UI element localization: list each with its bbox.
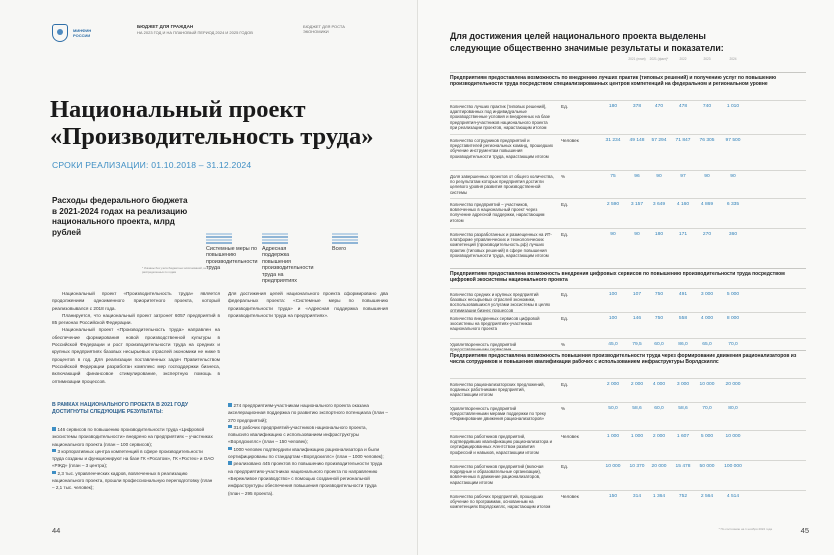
indicator-value: 1 000 bbox=[630, 434, 644, 439]
indicator-row bbox=[450, 288, 806, 312]
indicator-value: 470 bbox=[654, 104, 664, 109]
indicator-unit: Ед. bbox=[561, 382, 569, 387]
results-item-text: 146 сервисов по повышению производительности труда «Цифровой экосистемы производительности» внедрено на предприятиях – участниках национального проекта (план – 100 сервисов); bbox=[52, 427, 213, 447]
year-label: 2021 (план) bbox=[628, 57, 646, 61]
indicator-name: Количество внедренных сервисов цифровой экосистемы на предприятиях-участниках национального проекта bbox=[450, 316, 540, 332]
indicator-value: 97 500 bbox=[725, 138, 741, 143]
indicator-value: 20 000 bbox=[651, 464, 667, 469]
indicator-value: 50,0 bbox=[608, 406, 618, 411]
expenses-bar bbox=[332, 239, 358, 241]
results-item-text: реализовано 445 проектов по повышению производительности труда на предприятиях-участниках национального проекта по направлению «Бережливое производство» с помощью созданной региональной инфраструктуры обеспечения повышения производительности труда (план – 295 проекта). bbox=[228, 461, 383, 496]
indicator-name: Доля завершенных проектов от общего количества, по результатам которых предприятия достигли целевого уровня развития производственной системы bbox=[450, 174, 554, 195]
indicator-unit: Человек bbox=[561, 434, 579, 439]
expenses-bar bbox=[262, 242, 288, 244]
expenses-bar bbox=[262, 233, 288, 235]
indicator-value: 270 bbox=[702, 232, 712, 237]
indicator-value: 5 000 bbox=[726, 292, 740, 297]
results-item-text: 2,3 тыс. управленческих кадров, вовлеченных в реализацию национального проекта, прошли профессиональную переподготовку (план – 2,1 тыс. человек); bbox=[52, 470, 213, 491]
indicator-value: 180 bbox=[654, 232, 664, 237]
page-title: Национальный проект «Производительность труда» bbox=[50, 96, 374, 150]
indicator-value: 58,6 bbox=[678, 406, 688, 411]
project-period: СРОКИ РЕАЛИЗАЦИИ: 01.10.2018 – 31.12.2024 bbox=[52, 160, 252, 170]
indicator-value: 4 160 bbox=[676, 202, 690, 207]
indicator-value: 2 000 bbox=[606, 382, 620, 387]
indicator-value: 314 bbox=[632, 494, 642, 499]
indicator-value: 3 649 bbox=[652, 202, 666, 207]
header-title-line1: БЮДЖЕТ ДЛЯ ГРАЖДАН bbox=[137, 24, 194, 29]
expenses-bar bbox=[262, 236, 288, 238]
indicator-name: Удовлетворенность предприятий предоставленными сервисами bbox=[450, 342, 517, 353]
indicator-value: 20 000 bbox=[725, 382, 741, 387]
indicator-value: 107 bbox=[632, 292, 642, 297]
results-item bbox=[228, 460, 388, 496]
indicator-value: 80,0 bbox=[728, 406, 738, 411]
indicator-unit: Ед. bbox=[561, 464, 569, 469]
indicator-value: 3 157 bbox=[630, 202, 644, 207]
expenses-column-label: Адресная поддержка повышения производительности труда на предприятиях bbox=[262, 246, 314, 285]
bullet-icon bbox=[228, 403, 232, 407]
indicator-value: 90 bbox=[610, 232, 616, 237]
indicator-value: 478 bbox=[678, 104, 688, 109]
indicator-name: Количество работников предприятий (включая подрядные и образовательные организации), вовлеченных в движение рационализаторов, нарастающим итогом bbox=[450, 464, 544, 485]
indicator-value: 15 478 bbox=[675, 464, 691, 469]
results-list-left bbox=[52, 426, 214, 492]
indicator-unit: Ед. bbox=[561, 292, 569, 297]
year-label: 2024 bbox=[729, 57, 737, 61]
indicator-value: 4 514 bbox=[726, 494, 740, 499]
expenses-bar-stack bbox=[332, 206, 384, 244]
indicator-value: 360 bbox=[728, 232, 738, 237]
indicator-value: 146 bbox=[632, 316, 642, 321]
paragraph: Национальный проект «Производительность труда» направлен на обеспечение формирования новой производственной культуры в Российской Федерации и рост производительности труда на средних и крупных предприятиях базовых несырьевых отраслей экономики не ниже 5 процентов в год. Для реализации поставленных задач Правительством Российской Федерации разработан комплекс мер господдержки бизнеса, включающий финансовое стимулирование, экспертную помощь в оптимизации процессов. bbox=[52, 327, 220, 384]
expenses-bar bbox=[262, 239, 288, 241]
indicator-unit: Ед. bbox=[561, 232, 569, 237]
paragraph: Планируется, что национальный проект затронет 6057 предприятий в 85 регионах Российской Федерации. bbox=[52, 312, 220, 326]
indicator-value: 100 000 bbox=[724, 464, 742, 469]
indicator-value: 378 bbox=[632, 104, 642, 109]
indicator-unit: % bbox=[561, 342, 566, 347]
indicator-value: 1 607 bbox=[676, 434, 690, 439]
section-title: Предприятиям предоставлена возможность повышения производительности труда через формирование движения рационализаторов из числа сотрудников и повышения квалификации рабочих с использованием инфраструктуры Ворлдскиллс bbox=[450, 350, 806, 365]
indicator-value: 58,6 bbox=[632, 406, 642, 411]
indicator-value: 8 000 bbox=[726, 316, 740, 321]
indicator-name: Количество работников предприятий, подтвердивших квалификацию рационализатора и сертифицированных Агентством развития профессий и навыков, нарастающим итогом bbox=[450, 434, 553, 455]
indicator-value: 70,0 bbox=[702, 406, 712, 411]
indicator-value: 150 bbox=[608, 494, 618, 499]
page-number-left: 44 bbox=[52, 526, 61, 535]
indicator-row bbox=[450, 100, 806, 134]
bullet-icon bbox=[228, 425, 232, 429]
expenses-bar bbox=[206, 239, 232, 241]
indicator-value: 90 bbox=[634, 232, 640, 237]
indicator-value: 10 000 bbox=[699, 382, 715, 387]
indicator-row bbox=[450, 460, 806, 490]
indicator-row bbox=[450, 402, 806, 430]
indicator-row bbox=[450, 228, 806, 272]
indicator-value: 1 364 bbox=[652, 494, 666, 499]
indicator-value: 4 869 bbox=[700, 202, 714, 207]
indicator-value: 31 234 bbox=[605, 138, 621, 143]
section-title: Предприятиям предоставлена возможность по внедрению лучших практик (типовых решений) и получению услуг по повышению производительности труда посредством специализированных центров компетенций на федеральном и региональном уровне bbox=[450, 72, 806, 87]
indicator-value: 2 564 bbox=[700, 494, 714, 499]
indicator-value: 97 bbox=[680, 174, 686, 179]
indicator-value: 96 bbox=[634, 174, 640, 179]
footnote: * По состоянию на 1 ноября 2022 года bbox=[718, 527, 772, 531]
body-text-right bbox=[228, 290, 388, 319]
expenses-bar bbox=[206, 242, 232, 244]
bullet-icon bbox=[52, 449, 56, 453]
indicator-value: 90 bbox=[730, 174, 736, 179]
expenses-column-label: Всего bbox=[332, 246, 347, 252]
header-section: БЮДЖЕТ ДЛЯ РОСТА ЭКОНОМИКИ bbox=[303, 24, 345, 34]
header-title bbox=[137, 24, 287, 35]
indicator-unit: Человек bbox=[561, 138, 579, 143]
expenses-note: * Указаны без учета бюджетных ассигнований, не распределенных по годам bbox=[142, 266, 207, 274]
paragraph: Для достижения целей национального проекта сформировано два федеральных проекта: «Системные меры по повышению производительности труда» и «Адресная поддержка повышения производительности труда на предприятиях». bbox=[228, 291, 388, 318]
page-number-right: 45 bbox=[800, 526, 809, 535]
indicator-value: 49 148 bbox=[629, 138, 645, 143]
bullet-icon bbox=[52, 471, 56, 475]
expenses-bar bbox=[206, 236, 232, 238]
indicator-value: 6 335 bbox=[726, 202, 740, 207]
indicator-row bbox=[450, 378, 806, 402]
indicator-value: 76 305 bbox=[699, 138, 715, 143]
indicator-row bbox=[450, 430, 806, 460]
indicator-value: 50 000 bbox=[699, 464, 715, 469]
results-item bbox=[52, 426, 214, 448]
results-item bbox=[52, 448, 214, 470]
results-title: В РАМКАХ НАЦИОНАЛЬНОГО ПРОЕКТА В 2021 ГОДУ ДОСТИГНУТЫ СЛЕДУЮЩИЕ РЕЗУЛЬТАТЫ: bbox=[52, 402, 189, 415]
indicator-unit: % bbox=[561, 174, 566, 179]
indicator-row bbox=[450, 490, 806, 520]
indicator-name: Количество рационализаторских предложений, поданных работниками предприятий, нарастающим итогом bbox=[450, 382, 545, 398]
indicator-value: 100 bbox=[608, 316, 618, 321]
indicator-value: 171 bbox=[678, 232, 688, 237]
indicator-name: Количество предприятий – участников, вовлеченных в национальный проект через получение адресной поддержки, нарастающим итогом bbox=[450, 202, 545, 223]
indicator-row bbox=[450, 170, 806, 198]
indicator-value: 10 370 bbox=[629, 464, 645, 469]
indicator-row bbox=[450, 312, 806, 338]
bullet-icon bbox=[52, 427, 56, 431]
indicator-value: 100 bbox=[608, 292, 618, 297]
results-item bbox=[228, 402, 388, 424]
indicator-value: 60,0 bbox=[654, 342, 664, 347]
year-label: 2023 bbox=[703, 57, 711, 61]
indicator-value: 180 bbox=[608, 104, 618, 109]
indicator-value: 79,5 bbox=[632, 342, 642, 347]
results-list-right bbox=[228, 402, 388, 497]
indicator-value: 2 000 bbox=[630, 382, 644, 387]
indicator-unit: Ед. bbox=[561, 316, 569, 321]
bullet-icon bbox=[228, 447, 232, 451]
indicator-name: Количество лучших практик (типовых решений), адаптированных под индивидуальные производственные условия и внедренных на базе предприятия-участников национального проекта при реализации проектов, нарастающим итогом bbox=[450, 104, 551, 130]
indicators-title: Для достижения целей национального проекта выделены следующие общественно значимые результаты и показатели: bbox=[450, 31, 724, 53]
bullet-icon bbox=[228, 461, 232, 465]
indicator-value: 10 000 bbox=[725, 434, 741, 439]
indicator-name: Количество сотрудников предприятий и представителей региональных команд, прошедших обучение инструментам повышения производительности труда, нарастающим итогом bbox=[450, 138, 554, 159]
expenses-column-label: Системные меры по повышению производительности труда bbox=[206, 246, 258, 272]
indicator-value: 3 000 bbox=[700, 292, 714, 297]
indicator-value: 60,0 bbox=[654, 406, 664, 411]
indicator-value: 5 000 bbox=[700, 434, 714, 439]
indicator-value: 750 bbox=[654, 316, 664, 321]
expenses-bar-stack bbox=[206, 206, 258, 244]
indicator-value: 90 bbox=[656, 174, 662, 179]
indicator-value: 4 000 bbox=[700, 316, 714, 321]
indicator-value: 558 bbox=[678, 316, 688, 321]
indicator-unit: % bbox=[561, 406, 566, 411]
indicator-value: 1 010 bbox=[726, 104, 740, 109]
indicator-name: Удовлетворенность предприятий предоставленными мерами поддержки по треку «Формирование движения рационализаторов» bbox=[450, 406, 546, 422]
year-label: 2022 bbox=[679, 57, 687, 61]
results-item-text: 1000 человек подтвердили квалификацию рационализатора и были сертифицированы по стандартам «Ворлдскиллс» (план – 1000 человек); bbox=[228, 446, 384, 460]
expenses-column bbox=[206, 206, 258, 272]
expenses-column bbox=[332, 206, 384, 252]
indicator-value: 2 000 bbox=[652, 434, 666, 439]
paragraph: Национальный проект «Производительность труда» является продолжением одноименного приоритетного проекта, который реализовывался с 2018 года. bbox=[52, 291, 220, 311]
year-label: 2021 (факт)* bbox=[649, 57, 669, 61]
indicator-value: 70,0 bbox=[728, 342, 738, 347]
page-header bbox=[52, 24, 407, 50]
results-item-text: 274 предприятиям-участникам национального проекта оказана акселерационная поддержка по развитию экспортного потенциала (план – 270 предприятий); bbox=[228, 403, 388, 423]
indicator-value: 65,0 bbox=[702, 342, 712, 347]
indicator-value: 740 bbox=[702, 104, 712, 109]
expenses-bar bbox=[332, 242, 358, 244]
expenses-column bbox=[262, 206, 314, 284]
indicator-value: 57 294 bbox=[651, 138, 667, 143]
header-title-line2: НА 2023 ГОД И НА ПЛАНОВЫЙ ПЕРИОД 2024 И 2025 ГОДОВ bbox=[137, 30, 253, 35]
indicator-value: 4 000 bbox=[652, 382, 666, 387]
indicator-value: 1 000 bbox=[606, 434, 620, 439]
expenses-bar bbox=[332, 236, 358, 238]
results-item bbox=[228, 424, 388, 446]
expenses-bar bbox=[206, 233, 232, 235]
indicator-unit: Ед. bbox=[561, 202, 569, 207]
logo-text: МИНФИН РОССИИ bbox=[73, 28, 92, 38]
indicator-unit: Человек bbox=[561, 494, 579, 499]
expenses-bar-stack bbox=[262, 206, 314, 244]
indicator-name: Количество рабочих предприятий, прошедших обучение по программам, основанным на компетенциях Ворлдскиллс, нарастающим итогом bbox=[450, 494, 551, 510]
results-item bbox=[52, 470, 214, 492]
indicator-value: 90 bbox=[704, 174, 710, 179]
indicator-value: 750 bbox=[654, 292, 664, 297]
indicator-value: 752 bbox=[678, 494, 688, 499]
indicator-row bbox=[450, 134, 806, 170]
indicator-row bbox=[450, 198, 806, 228]
indicator-value: 86,0 bbox=[678, 342, 688, 347]
indicator-unit: Ед. bbox=[561, 104, 569, 109]
results-item-text: 314 рабочих предприятий-участников национального проекта, повысило квалификацию с использованием инфраструктуры «Ворлдскиллс» (план – 150 человек); bbox=[228, 424, 367, 445]
results-item bbox=[228, 446, 388, 461]
indicator-value: 75 bbox=[610, 174, 616, 179]
indicator-value: 71 847 bbox=[675, 138, 691, 143]
body-text-left bbox=[52, 290, 220, 385]
indicator-value: 45,0 bbox=[608, 342, 618, 347]
expenses-bar bbox=[332, 233, 358, 235]
right-page bbox=[417, 0, 834, 555]
indicator-value: 2 590 bbox=[606, 202, 620, 207]
ministry-logo-icon bbox=[52, 24, 68, 42]
indicator-name: Количество разработанных и размещенных на ИТ-платформе управленческих и технологических компетенций (производительность.рф) лучших практик (типовых решений) в сфере повышения производительности труда, нарастающим итогом bbox=[450, 232, 552, 258]
indicator-name: Количество средних и крупных предприятий базовых несырьевых отраслей экономики, воспользовавшихся услугами экосистемы в целях оптимизации бизнес процессов bbox=[450, 292, 551, 313]
results-item-text: 3 корпоративных центра компетенций в сфере производительности труда созданы и функционируют на базе ГК «Росатом», ГК «Ростех» и ОАО «РЖД» (план – 3 центра); bbox=[52, 448, 214, 469]
indicator-value: 3 000 bbox=[676, 382, 690, 387]
section-title: Предприятиям предоставлена возможность внедрения цифровых сервисов по повышению производительности труда посредством цифровой экосистемы национального проекта bbox=[450, 268, 806, 283]
indicator-value: 10 000 bbox=[605, 464, 621, 469]
indicator-value: 491 bbox=[678, 292, 688, 297]
expenses-title: Расходы федерального бюджета в 2021-2024 годах на реализацию национального проекта, млрд рублей bbox=[52, 196, 188, 237]
